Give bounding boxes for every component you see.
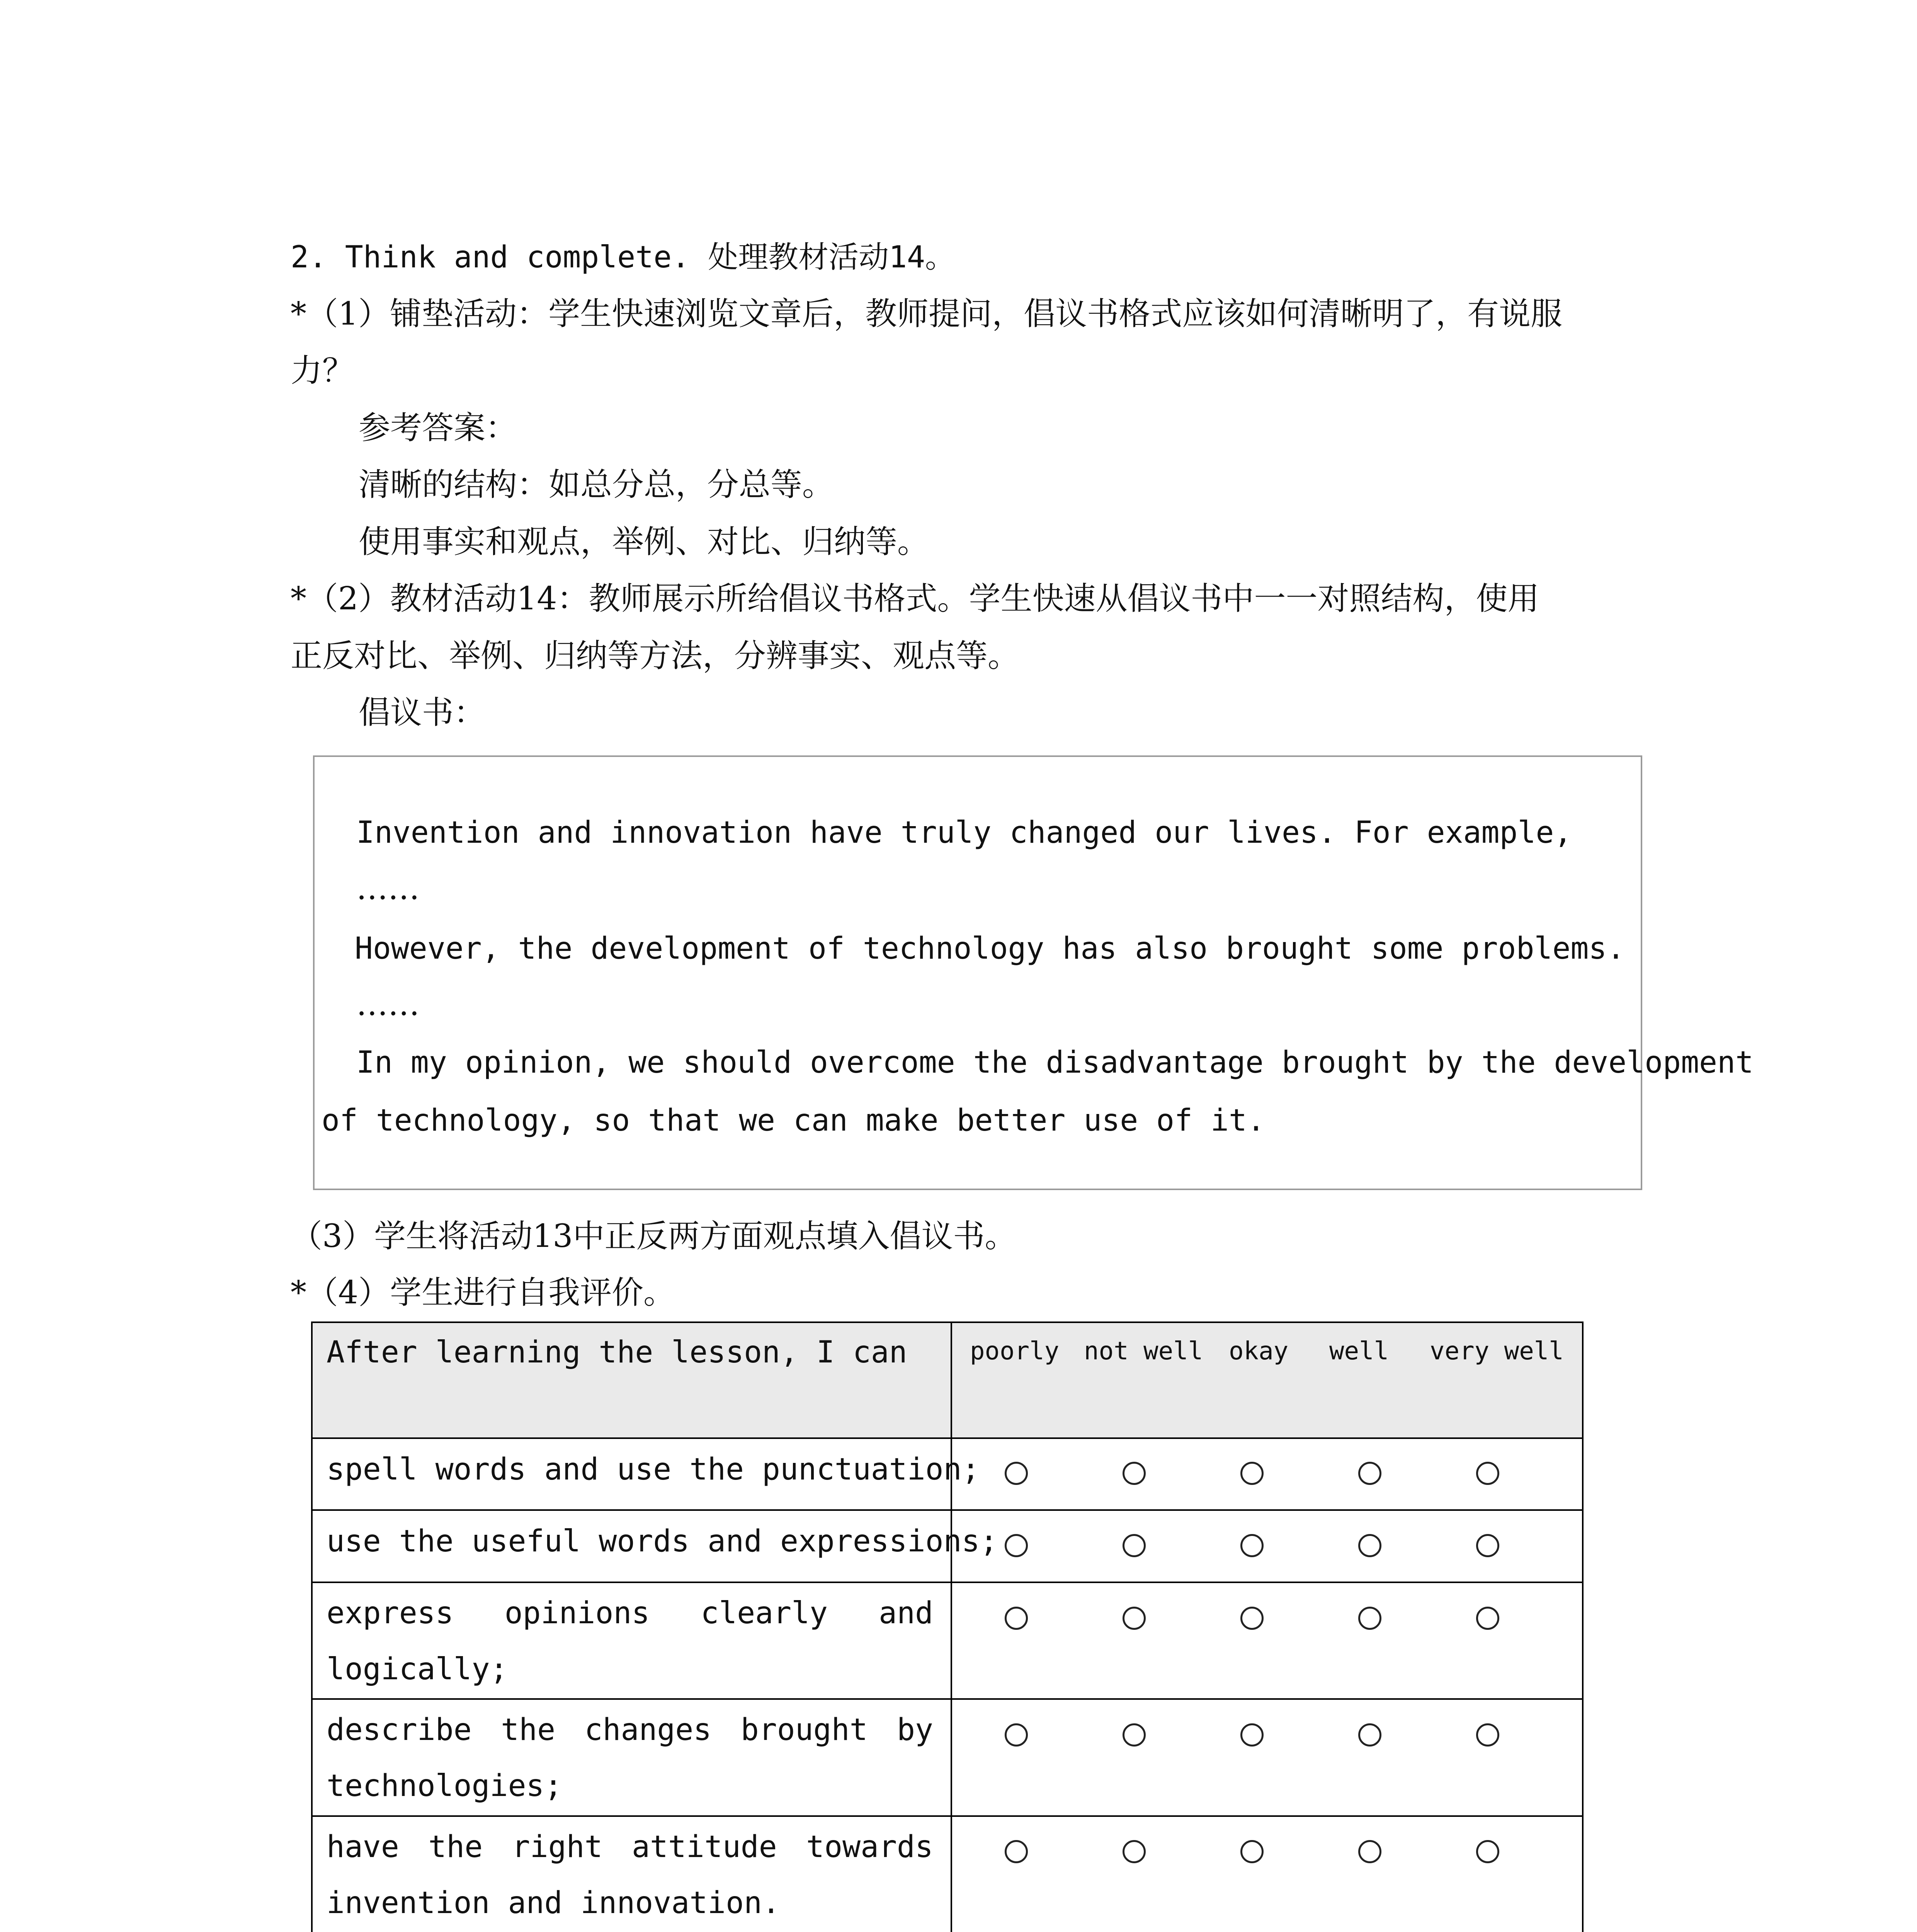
proposal-ellipsis-2: …… (356, 986, 420, 1023)
item1-line2: 力？ (291, 352, 354, 389)
rating-radio-1-very-well[interactable] (1476, 1462, 1499, 1485)
rating-radio-1-okay[interactable] (1240, 1462, 1264, 1485)
eval-row-5-line1 (327, 1818, 933, 1876)
eval-header-text: After learning the lesson, I can (327, 1335, 907, 1370)
rating-radio-1-poorly[interactable] (1005, 1462, 1028, 1485)
rating-radio-5-well[interactable] (1358, 1840, 1381, 1863)
rating-radio-5-okay[interactable] (1240, 1840, 1264, 1863)
rating-radio-2-poorly[interactable] (1005, 1534, 1028, 1557)
eval-rule-2 (311, 1509, 1584, 1511)
eval-row-4-line2: technologies; (327, 1769, 563, 1803)
rating-radio-2-well[interactable] (1358, 1534, 1381, 1557)
proposal-line-4: of technology, so that we can make better use of it. (321, 1103, 1265, 1138)
proposal-label: 倡议书： (359, 694, 486, 731)
rating-radio-4-okay[interactable] (1240, 1723, 1264, 1747)
item3: （3）学生将活动13中正反两方面观点填入倡议书。 (291, 1218, 1017, 1255)
rating-okay: okay (1229, 1337, 1289, 1366)
word: brought (740, 1713, 868, 1747)
rating-radio-3-okay[interactable] (1240, 1607, 1264, 1630)
proposal-line-3: In my opinion, we should overcome the disadvantage brought by the development (356, 1045, 1754, 1080)
eval-row-3-line2: logically; (327, 1652, 508, 1687)
rating-radio-3-very-well[interactable] (1476, 1607, 1499, 1630)
eval-row-5-line2: invention and innovation. (327, 1886, 780, 1920)
answer-2: 使用事实和观点，举例、对比、归纳等。 (359, 524, 929, 560)
rating-radio-2-not-well[interactable] (1123, 1534, 1146, 1557)
rating-not-well: not well (1084, 1337, 1203, 1366)
word: and (879, 1596, 933, 1631)
rating-radio-2-very-well[interactable] (1476, 1534, 1499, 1557)
word: changes (584, 1713, 712, 1747)
word: right (512, 1830, 603, 1864)
rating-radio-4-poorly[interactable] (1005, 1723, 1028, 1747)
word: have (327, 1830, 399, 1864)
rating-radio-1-well[interactable] (1358, 1462, 1381, 1485)
eval-rule-1 (311, 1437, 1584, 1439)
rating-radio-4-well[interactable] (1358, 1723, 1381, 1747)
item2-line1: *（2）教材活动14：教师展示所给倡议书格式。学生快速从倡议书中一一对照结构，使用 (291, 580, 1539, 617)
eval-row-4-line1 (327, 1701, 933, 1759)
rating-radio-4-not-well[interactable] (1123, 1723, 1146, 1747)
word: the (428, 1830, 483, 1864)
word: the (501, 1713, 556, 1747)
word: clearly (701, 1596, 828, 1631)
rating-radio-5-poorly[interactable] (1005, 1840, 1028, 1863)
rating-very-well: very well (1430, 1337, 1564, 1366)
eval-rule-5 (311, 1815, 1584, 1817)
eval-row-3-line1 (327, 1584, 933, 1642)
word: towards (806, 1830, 933, 1864)
item2-line2: 正反对比、举例、归纳等方法，分辨事实、观点等。 (291, 638, 1020, 674)
word: describe (327, 1713, 472, 1747)
activity-heading-text: 2. Think and complete. 处理教材活动14。 (291, 240, 955, 275)
rating-radio-4-very-well[interactable] (1476, 1723, 1499, 1747)
eval-row-2-text: use the useful words and expressions; (327, 1524, 998, 1559)
proposal-line-2: However, the development of technology has also brought some problems. (355, 931, 1625, 966)
eval-rule-4 (311, 1698, 1584, 1700)
rating-radio-1-not-well[interactable] (1123, 1462, 1146, 1485)
eval-row-1-text: spell words and use the punctuation; (327, 1452, 980, 1487)
rating-radio-3-well[interactable] (1358, 1607, 1381, 1630)
activity-heading (291, 238, 955, 277)
word: express (327, 1596, 454, 1631)
rating-radio-3-not-well[interactable] (1123, 1607, 1146, 1630)
rating-radio-2-okay[interactable] (1240, 1534, 1264, 1557)
proposal-ellipsis-1: …… (356, 870, 420, 907)
rating-radio-5-very-well[interactable] (1476, 1840, 1499, 1863)
word: by (897, 1713, 933, 1747)
rating-radio-3-poorly[interactable] (1005, 1607, 1028, 1630)
rating-poorly: poorly (970, 1337, 1060, 1366)
answer-label: 参考答案： (359, 410, 517, 446)
rating-radio-5-not-well[interactable] (1123, 1840, 1146, 1863)
rating-well: well (1329, 1337, 1389, 1366)
item1-line1: *（1）铺垫活动：学生快速浏览文章后，教师提问，倡议书格式应该如何清晰明了，有说服 (291, 296, 1563, 332)
proposal-line-1: Invention and innovation have truly changed our lives. For example, (356, 815, 1572, 850)
item4: *（4）学生进行自我评价。 (291, 1274, 675, 1311)
answer-1: 清晰的结构：如总分总，分总等。 (359, 466, 834, 503)
eval-divider (951, 1321, 952, 1932)
word: opinions (504, 1596, 650, 1631)
eval-rule-3 (311, 1582, 1584, 1583)
word: attitude (632, 1830, 777, 1864)
